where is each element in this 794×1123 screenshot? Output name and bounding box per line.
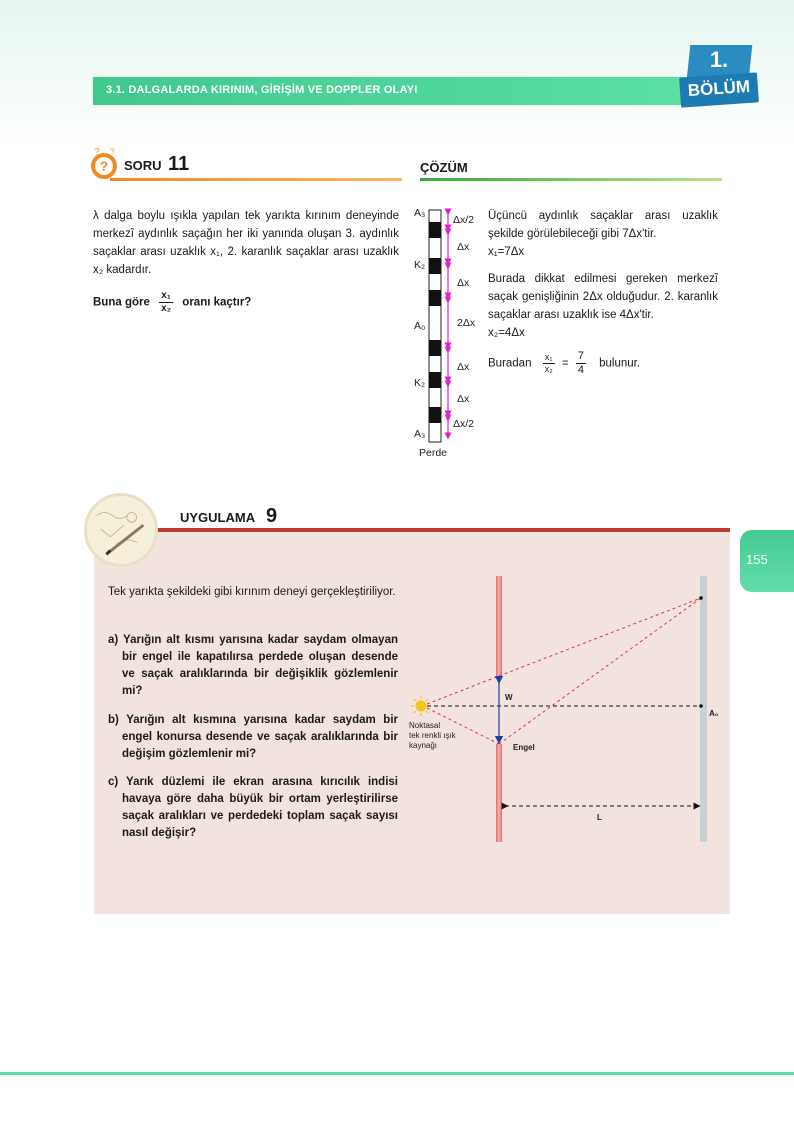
solution-p2-eq: x₂=4Δx [488, 327, 525, 339]
engel-label: Engel [513, 743, 535, 752]
soru-label: SORU [124, 158, 162, 173]
fringe-screen-diagram [405, 200, 485, 460]
spacing-label-1: Δx/2 [453, 214, 475, 226]
chapter-badge [680, 45, 758, 111]
ask-numerator: x₁ [159, 290, 173, 303]
solution-result: Buradan $\frac{\text{x₁}}{\text{x₂}}$ = $\frac{7}{4}$ bulunur. [488, 350, 641, 376]
screen-label-a0: A₀ [414, 320, 426, 332]
uygulama-question-c: c) Yarık düzlemi ile ekran arasına kırıcılık indisi havaya göre daha büyük bir ortam yerleştirilirse saçak aralıkları ve perdedeki toplam saçak sayısı nasıl değişir? [108, 776, 398, 839]
solution-p2: Burada dikkat edilmesi gereken merkezî saçak genişliğinin 2Δx olduğudur. 2. karanlık saçaklar arası uzaklık ise 4Δx'tir. [488, 273, 718, 321]
soru-number: 11 [168, 153, 190, 175]
screen-plate [700, 576, 707, 842]
chapter-number: 1. [709, 47, 729, 72]
spacing-label-6: Δx [457, 393, 470, 405]
solution-p1: Üçüncü aydınlık saçaklar arası uzaklık şekilde görülebileceği gibi 7Δx'tir. [488, 210, 718, 240]
cozum-underline [420, 178, 722, 181]
section-title: 3.1. DALGALARDA KIRINIM, GİRİŞİM VE DOPPLER OLAYI [106, 84, 418, 96]
a0-label: A₀ [709, 709, 719, 718]
screen-label-a3-top: A₃ [414, 207, 426, 219]
screen-label-k2-upper: K₂ [414, 259, 426, 271]
spacing-label-4: 2Δx [457, 317, 476, 329]
question-ask: Buna göre $\frac{\text{x₁}}{\text{x₂}}$ oranı kaçtır? [93, 290, 252, 314]
source-label-2: tek renkli ışık [409, 731, 456, 740]
uygulama-label: UYGULAMA [180, 510, 256, 525]
solution-p1-eq: x₁=7Δx [488, 246, 525, 258]
uygulama-question-b: b) Yarığın alt kısmına yarısına kadar saydam bir engel konursa desende ve saçak aralıklarında bir değişim gözlemlenir mi? [108, 714, 398, 760]
page-number: 155 [746, 552, 768, 567]
uygulama-notebook-icon [84, 493, 158, 567]
uygulama-question-a: a) Yarığın alt kısmı yarısına kadar saydam olmayan bir engel ile kapatılırsa perdede oluşan desende ve saçak aralıklarında bir değişiklik gözlemlenir mi? [108, 634, 398, 697]
source-label-1: Noktasal [409, 721, 441, 730]
spacing-label-2: Δx [457, 241, 470, 253]
question-text: λ dalga boylu ışıkla yapılan tek yarıkta kırınım deneyinde merkezî aydınlık saçağın her iki yanında oluşan 3. aydınlık saçaklar arası uzaklık x₁, 2. karanlık saçaklar arası uzaklık x₂ kadardır. [93, 210, 399, 276]
w-label: W [505, 693, 513, 702]
svg-text:?: ? [110, 147, 115, 156]
screen-caption: Perde [419, 447, 448, 459]
screen-label-a3-bottom: A₃ [414, 428, 426, 440]
l-label: L [597, 813, 602, 822]
uygulama-number: 9 [266, 505, 278, 527]
soru-underline [110, 178, 402, 181]
footer-line [0, 1072, 794, 1075]
ask-denominator: x₂ [161, 303, 172, 314]
question-icon [88, 146, 120, 182]
spacing-label-5: Δx [457, 361, 470, 373]
slit-plate-top [496, 576, 502, 676]
screen-label-k2-lower: K₂ [414, 377, 426, 389]
source-label-3: kaynağı [409, 741, 438, 750]
spacing-label-7: Δx/2 [453, 418, 475, 430]
cozum-label: ÇÖZÜM [420, 160, 468, 175]
chapter-word: BÖLÜM [687, 76, 751, 101]
solution-text [488, 207, 718, 377]
single-slit-diagram [405, 570, 725, 850]
uygulama-underline [150, 528, 730, 532]
svg-text:?: ? [99, 158, 109, 174]
svg-text:?: ? [94, 147, 101, 158]
uygulama-intro: Tek yarıkta şekildeki gibi kırınım deneyi gerçekleştiriliyor. [108, 586, 396, 598]
page-background-top [0, 0, 794, 150]
spacing-label-3: Δx [457, 277, 470, 289]
slit-plate-bottom [496, 744, 502, 842]
